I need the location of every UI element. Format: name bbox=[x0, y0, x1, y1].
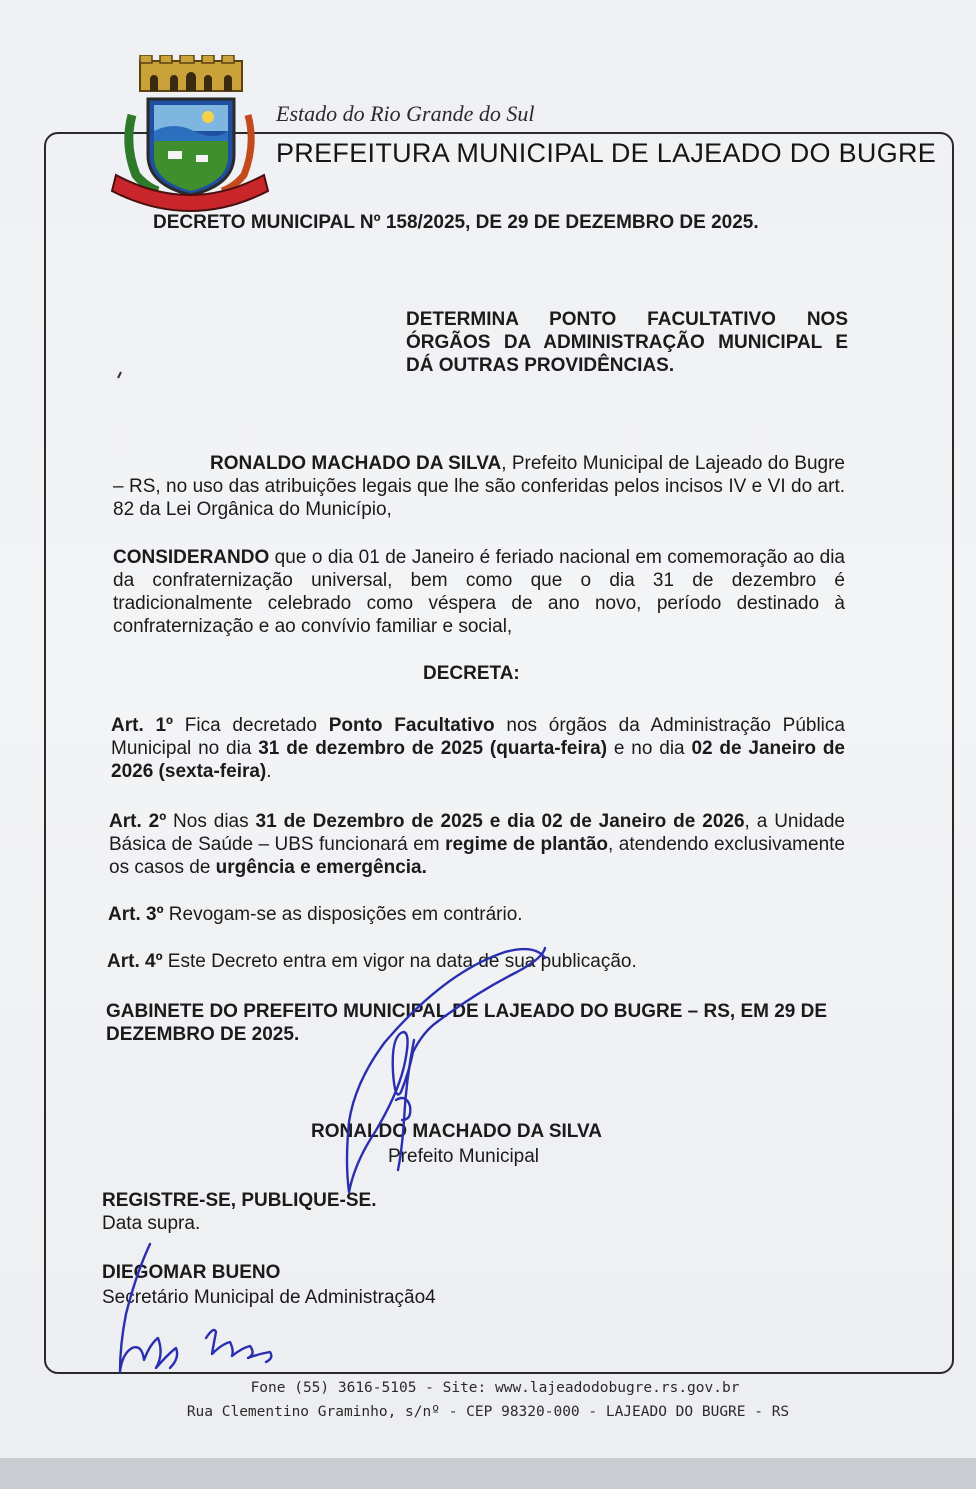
intro-paragraph bbox=[113, 452, 845, 521]
decree-summary: DETERMINA PONTO FACULTATIVO NOS ÓRGÃOS DA ADMINISTRAÇÃO MUNICIPAL E DÁ OUTRAS PROVIDÊNCIAS. bbox=[406, 309, 848, 376]
intro-text: , Prefeito Municipal de Lajeado do Bugre – RS, no uso das atribuições legais que lhe são conferidas pelos incisos IV e VI do art. 82 da Lei Orgânica do Município, bbox=[113, 453, 845, 520]
background-surface bbox=[0, 1458, 976, 1489]
decree-title: DECRETO MUNICIPAL Nº 158/2025, DE 29 DE DEZEMBRO DE 2025. bbox=[153, 212, 759, 233]
mayor-name: RONALDO MACHADO DA SILVA bbox=[210, 453, 502, 474]
secretary-name: DIEGOMAR BUENO bbox=[102, 1262, 281, 1283]
considering-paragraph bbox=[113, 546, 845, 638]
register-notice: REGISTRE-SE, PUBLIQUE-SE. bbox=[102, 1190, 377, 1211]
article-1-bold: 31 de dezembro de 2025 (quarta-feira) bbox=[258, 738, 608, 759]
article-3-text: Revogam-se as disposições em contrário. bbox=[163, 904, 523, 925]
city-hall-title-text: PREFEITURA MUNICIPAL DE LAJEADO DO BUGRE bbox=[276, 138, 940, 168]
decreta-heading: DECRETA: bbox=[423, 663, 520, 684]
closing-statement: GABINETE DO PREFEITO MUNICIPAL DE LAJEADO DO BUGRE – RS, EM 29 DE DEZEMBRO DE 2025. bbox=[106, 1001, 828, 1045]
article-1 bbox=[111, 714, 845, 783]
secretary-role: Secretário Municipal de Administração4 bbox=[102, 1287, 436, 1308]
article-3-label: Art. 3º bbox=[108, 904, 164, 925]
footer-address: Rua Clementino Graminho, s/nº - CEP 98320-000 - LAJEADO DO BUGRE - RS bbox=[186, 1404, 790, 1420]
article-4 bbox=[107, 950, 843, 973]
footer-contact: Fone (55) 3616-5105 - Site: www.lajeadodobugre.rs.gov.br bbox=[250, 1380, 740, 1396]
article-3 bbox=[108, 903, 844, 926]
article-2-bold: 31 de Dezembro de 2025 e dia 02 de Janeiro de 2026 bbox=[255, 811, 745, 832]
article-2-bold: regime de plantão bbox=[445, 834, 609, 855]
article-1-text: Fica decretado bbox=[173, 715, 329, 736]
article-4-label: Art. 4º bbox=[107, 951, 163, 972]
article-2-text: , a Unidade Básica de Saúde – UBS funcionará em bbox=[109, 811, 845, 855]
register-date: Data supra. bbox=[102, 1213, 201, 1234]
crown-icon bbox=[140, 55, 242, 91]
article-1-bold: Ponto Facultativo bbox=[328, 715, 495, 736]
city-hall-title bbox=[0, 138, 976, 169]
article-1-text: e no dia bbox=[607, 738, 692, 759]
article-2-bold: urgência e emergência. bbox=[215, 857, 427, 878]
considering-label: CONSIDERANDO bbox=[113, 547, 270, 568]
article-2-text: Nos dias bbox=[166, 811, 256, 832]
article-2-label: Art. 2º bbox=[109, 811, 167, 832]
municipal-crest-logo bbox=[110, 55, 270, 215]
article-1-bold: 02 de Janeiro de 2026 (sexta-feira) bbox=[111, 738, 845, 782]
article-1-text: nos órgãos da Administração Pública Municipal no dia bbox=[111, 715, 845, 759]
article-1-text: . bbox=[266, 761, 272, 782]
mayor-signature-role: Prefeito Municipal bbox=[388, 1146, 540, 1167]
article-2 bbox=[109, 810, 845, 879]
mayor-signature-name: RONALDO MACHADO DA SILVA bbox=[311, 1121, 602, 1142]
article-4-text: Este Decreto entra em vigor na data de sua publicação. bbox=[162, 951, 637, 972]
article-1-label: Art. 1º bbox=[111, 715, 173, 736]
considering-text: que o dia 01 de Janeiro é feriado nacional em comemoração ao dia da confraternização universal, bem como que o dia 31 de dezembro é tradicionalmente celebrado como véspera de ano novo, período destinado à confraternização e ao convívio familiar e social, bbox=[113, 547, 845, 637]
article-2-text: , atendendo exclusivamente os casos de bbox=[109, 834, 845, 878]
state-name: Estado do Rio Grande do Sul bbox=[276, 101, 535, 126]
